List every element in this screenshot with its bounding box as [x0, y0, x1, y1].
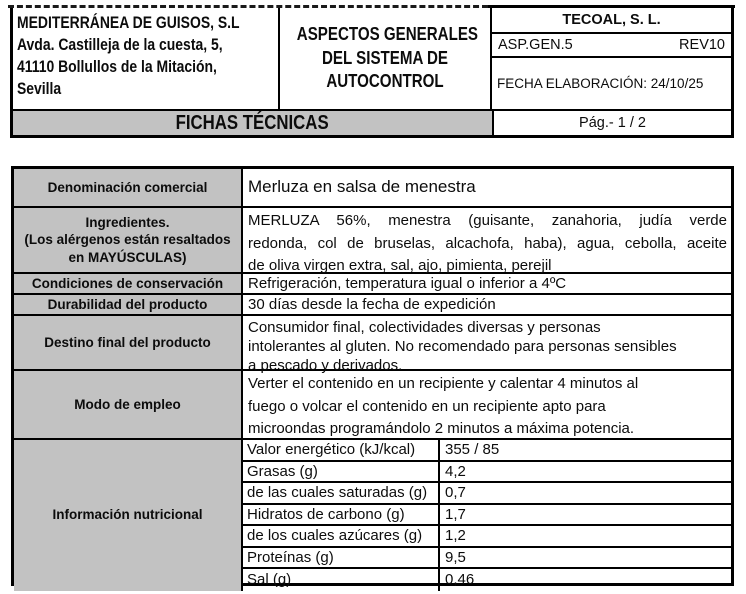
nutrition-value: 0,7 [445, 484, 466, 501]
value-informacion-nutricional [243, 440, 731, 591]
product-spec-table [11, 166, 734, 586]
doc-title-line-1: ASPECTOS GENERALES [296, 24, 479, 45]
ingredientes-line-2: redonda, col de bruselas, alcachofa, haba), agua, cebolla, aceite [248, 234, 727, 252]
nutrition-table [243, 440, 731, 591]
durabilidad-text: 30 días desde la fecha de expedición [248, 295, 496, 313]
nutrition-name: de las cuales saturadas (g) [243, 483, 440, 503]
nutrition-name: Proteínas (g) [243, 548, 440, 568]
ingredientes-line-1: MERLUZA 56%, menestra (guisante, zanahoria, judía verde [248, 212, 727, 229]
modo-empleo-line-2: fuego o volcar el contenido en un recipiente apto para [248, 397, 606, 415]
nutrition-name: de los cuales azúcares (g) [243, 526, 440, 546]
value-durabilidad-producto [243, 295, 731, 316]
org-name: TECOAL, S. L. [492, 8, 731, 34]
nutrition-row-grasas [243, 462, 731, 484]
ingredientes-label-line-3: en MAYÚSCULAS) [68, 249, 187, 265]
modo-empleo-line-1: Verter el contenido en un recipiente y calentar 4 minutos al [248, 375, 639, 392]
company-address-line-3: Sevilla [17, 79, 62, 99]
value-ingredientes [243, 208, 731, 274]
doc-title-line-3: AUTOCONTROL [326, 71, 444, 92]
doc-title-line-2: DEL SISTEMA DE [321, 47, 449, 68]
nutrition-value: 9,5 [445, 548, 466, 566]
destino-line-3: a pescado y derivados. [248, 357, 403, 375]
label-durabilidad-producto: Durabilidad del producto [14, 295, 243, 316]
label-condiciones-conservacion: Condiciones de conservación [14, 274, 243, 295]
conservacion-text: Refrigeración, temperatura igual o inferior a 4ºC [248, 274, 567, 292]
product-name: Merluza en salsa de menestra [248, 177, 476, 197]
value-destino-final [243, 316, 731, 375]
destino-line-2: intolerantes al gluten. No recomendado para personas sensibles [248, 338, 677, 356]
value-condiciones-conservacion [243, 274, 731, 295]
value-denominacion-comercial [243, 169, 731, 208]
nutrition-value: 355 / 85 [445, 441, 500, 458]
label-ingredientes [14, 208, 243, 274]
section-title: FICHAS TÉCNICAS [175, 111, 330, 134]
company-address-line-1: Avda. Castilleja de la cuesta, 5, [17, 35, 223, 55]
ingredientes-label-line-2: (Los alérgenos están resaltados [24, 232, 231, 248]
doc-control-cell [492, 8, 731, 109]
label-denominacion-comercial: Denominación comercial [14, 169, 243, 208]
nutrition-name: Hidratos de carbono (g) [243, 505, 440, 525]
nutrition-name: Grasas (g) [243, 462, 440, 482]
ingredientes-label-line-1: Ingredientes. [85, 214, 170, 230]
page-number: Pág.- 1 / 2 [492, 109, 731, 135]
doc-code-row [492, 34, 731, 58]
nutrition-value: 0,46 [445, 571, 475, 588]
label-destino-final: Destino final del producto [14, 316, 243, 371]
label-modo-empleo: Modo de empleo [14, 371, 243, 440]
nutrition-value: 1,7 [445, 505, 466, 523]
document-header-table [10, 8, 734, 138]
company-name: MEDITERRÁNEA DE GUISOS, S.L [17, 13, 240, 32]
nutrition-row-energia [243, 440, 731, 462]
modo-empleo-line-3: microondas programándolo 2 minutos a máxima potencia. [248, 420, 635, 437]
nutrition-row-sal [243, 569, 731, 591]
nutrition-row-hidratos [243, 505, 731, 527]
destino-line-1: Consumidor final, colectividades diversas y personas [248, 319, 601, 336]
document-title-cell [280, 8, 492, 109]
value-modo-empleo [243, 371, 731, 440]
nutrition-row-saturadas [243, 483, 731, 505]
elaboration-date: FECHA ELABORACIÓN: 24/10/25 [497, 76, 704, 91]
company-info-cell [13, 8, 280, 109]
company-address-line-2: 41110 Bollullos de la Mitación, [17, 57, 217, 77]
nutrition-row-azucares [243, 526, 731, 548]
doc-revision: REV10 [679, 37, 725, 53]
nutrition-name: Sal (g) [243, 569, 440, 591]
nutrition-name: Valor energético (kJ/kcal) [243, 440, 440, 460]
ingredientes-line-3: de oliva virgen extra, sal, ajo, pimienta, perejil [248, 257, 552, 274]
nutrition-value: 4,2 [445, 462, 466, 480]
label-informacion-nutricional: Información nutricional [14, 440, 243, 591]
section-title-band [13, 109, 492, 135]
doc-code: ASP.GEN.5 [498, 37, 573, 53]
nutrition-value: 1,2 [445, 527, 466, 544]
nutrition-row-proteinas [243, 548, 731, 570]
